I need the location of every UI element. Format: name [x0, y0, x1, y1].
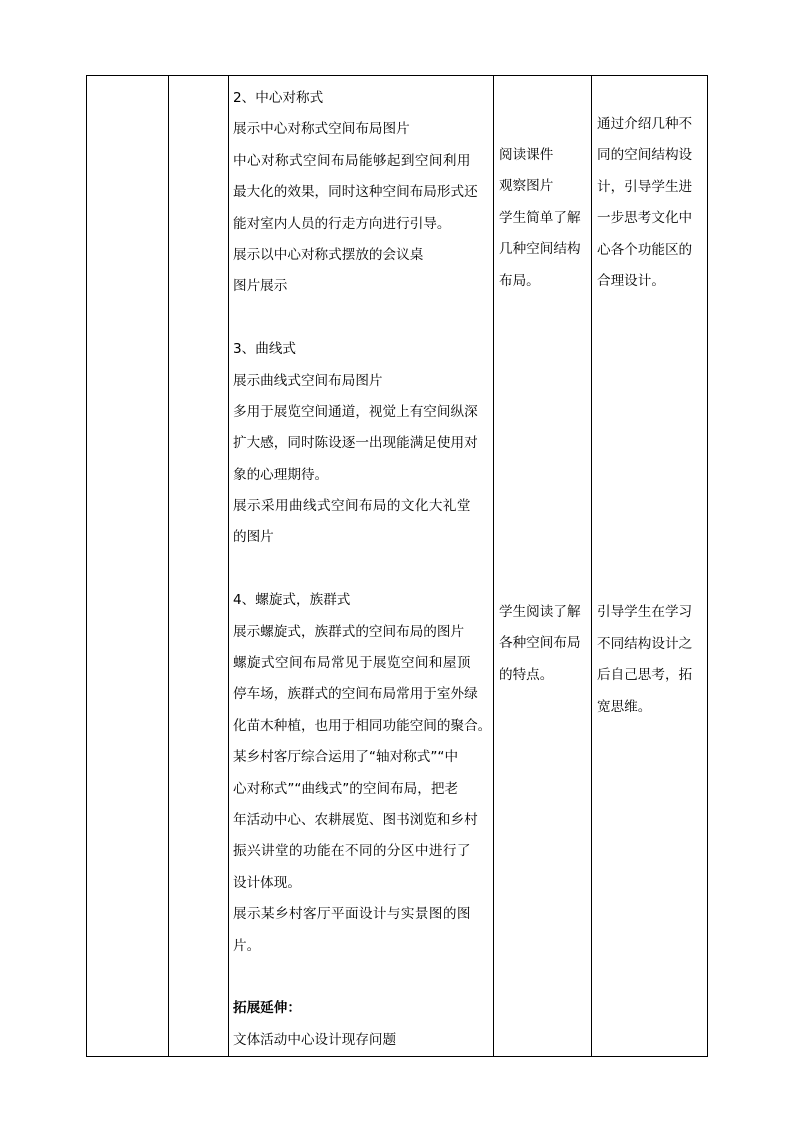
student-line: 几种空间结构	[499, 241, 581, 258]
lesson-plan-table	[86, 75, 708, 1057]
intent-line: 同的空间结构设	[597, 147, 693, 164]
content-line: 能对室内人员的行走方向进行引导。	[233, 215, 451, 232]
student-activity-cell	[494, 76, 592, 1057]
content-line: 文体活动中心设计现存问题	[233, 1031, 397, 1048]
intent-line: 通过介绍几种不	[597, 116, 693, 132]
student-line: 各种空间布局	[499, 635, 581, 652]
content-line: 螺旋式空间布局常见于展览空间和屋顶	[233, 655, 471, 672]
content-line: 年活动中心、农耕展览、图书浏览和乡村	[233, 811, 478, 828]
student-line: 学生简单了解	[499, 209, 581, 226]
student-line: 的特点。	[499, 666, 554, 683]
intent-line: 合理设计。	[597, 272, 665, 289]
section-heading: 2、中心对称式	[233, 90, 324, 106]
intent-line: 计，引导学生进	[597, 178, 693, 195]
teaching-content-cell	[229, 76, 494, 1057]
content-line: 某乡村客厅综合运用了“轴对称式”“中	[233, 749, 459, 766]
content-line: 振兴讲堂的功能在不同的分区中进行了	[233, 843, 471, 860]
content-line: 展示中心对称式空间布局图片	[233, 121, 410, 138]
student-line: 布局。	[499, 272, 540, 289]
intent-line: 宽思维。	[597, 698, 652, 715]
stage-cell	[87, 76, 169, 1057]
content-line: 设计体现。	[233, 874, 301, 891]
table-row	[87, 76, 708, 1057]
content-line: 停车场，族群式的空间布局常用于室外绿	[233, 686, 478, 703]
spacer	[233, 554, 489, 585]
intent-line: 不同结构设计之	[597, 635, 693, 652]
student-line: 学生阅读了解	[499, 603, 581, 620]
intent-line: 引导学生在学习	[597, 604, 693, 621]
spacer	[233, 962, 489, 993]
intent-line: 后自己思考，拓	[597, 667, 693, 684]
spacer	[233, 303, 489, 334]
intent-line: 心各个功能区的	[597, 241, 693, 258]
section-heading: 4、螺旋式，族群式	[233, 592, 351, 609]
content-line: 展示某乡村客厅平面设计与实景图的图	[233, 906, 471, 923]
content-line: 展示采用曲线式空间布局的文化大礼堂	[233, 498, 471, 515]
content-line: 展示曲线式空间布局图片	[233, 372, 383, 389]
content-line: 展示以中心对称式摆放的会议桌	[233, 246, 424, 263]
content-line: 展示螺旋式，族群式的空间布局的图片	[233, 623, 465, 640]
content-line: 的图片	[233, 529, 274, 546]
content-line: 图片展示	[233, 278, 288, 295]
content-line: 中心对称式空间布局能够起到空间利用	[233, 152, 471, 169]
student-line: 阅读课件	[499, 147, 554, 163]
content-line: 象的心理期待。	[233, 466, 329, 483]
content-line: 化苗木种植，也用于相同功能空间的聚合。	[233, 717, 492, 734]
content-line: 最大化的效果，同时这种空间布局形式还	[233, 184, 478, 201]
design-intent-cell	[592, 76, 708, 1057]
content-line: 扩大感，同时陈设逐一出现能满足使用对	[233, 435, 478, 452]
content-line: 片。	[233, 937, 261, 954]
intent-line: 一步思考文化中	[597, 210, 693, 227]
time-cell	[169, 76, 229, 1057]
extension-heading: 拓展延伸：	[233, 1000, 301, 1017]
section-heading: 3、曲线式	[233, 341, 297, 358]
content-line: 多用于展览空间通道，视觉上有空间纵深	[233, 403, 478, 420]
content-line: 心对称式”“曲线式”的空间布局，把老	[233, 780, 459, 797]
student-line: 观察图片	[499, 178, 554, 195]
